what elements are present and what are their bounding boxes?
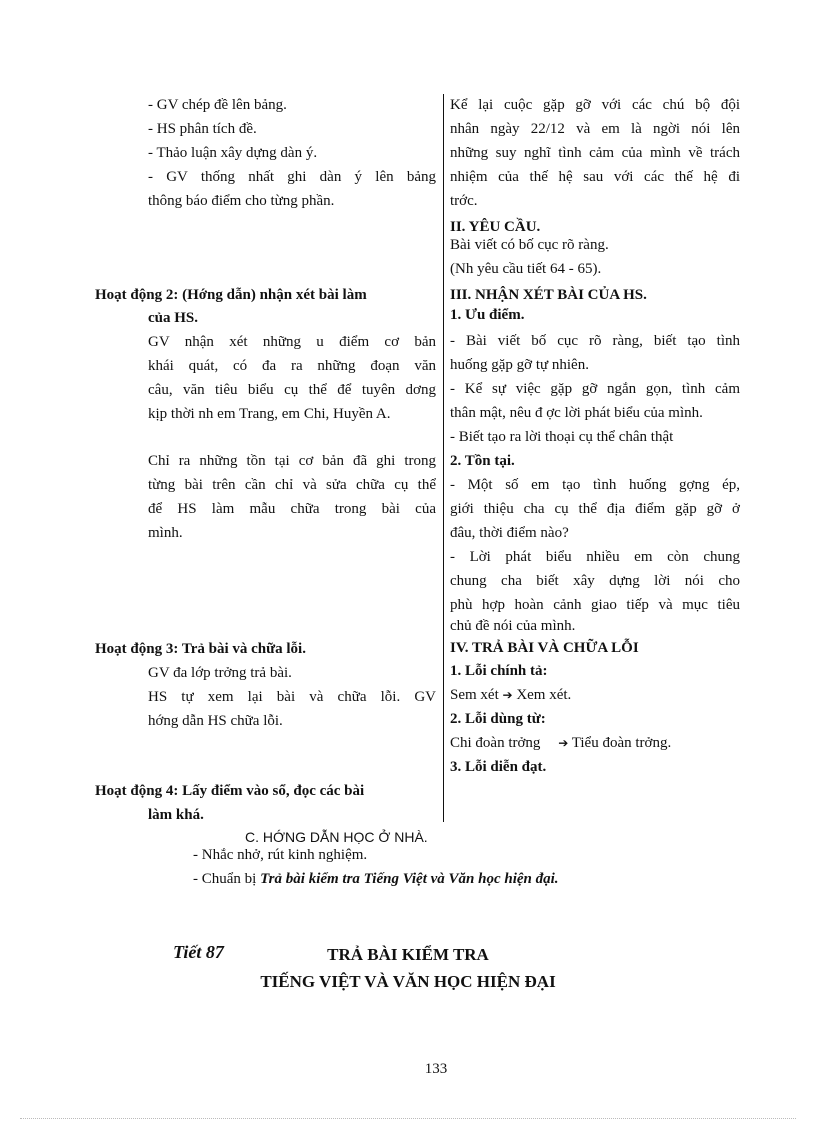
section-2-heading: II. YÊU CẦU.	[450, 219, 541, 235]
topic-line: Kể lại cuộc gặp gỡ với các chú bộ đội	[450, 97, 740, 113]
section-3-sub2: 2. Tồn tại.	[450, 453, 515, 469]
homework-item: - Nhắc nhở, rút kinh nghiệm.	[193, 847, 368, 863]
arrow-right-icon: ➔	[558, 736, 569, 750]
page-number: 133	[424, 1061, 448, 1077]
wrong-word: Sem xét	[450, 687, 499, 703]
activity-3-text: GV đa lớp trởng trả bài.	[148, 665, 292, 681]
activity-2-text: câu, văn tiêu biểu cụ thể để tuyên dơng	[148, 382, 436, 398]
topic-line: những suy nghĩ tình cảm của mình về trách	[450, 145, 740, 161]
lesson-title: TRẢ BÀI KIỂM TRA	[327, 945, 489, 964]
section-3-text: đâu, thời điểm nào?	[450, 525, 569, 541]
activity-2-text: mình.	[148, 525, 183, 541]
topic-line: nhân ngày 22/12 và em là ngời nói lên	[450, 121, 740, 137]
column-divider	[443, 94, 444, 822]
lesson-subtitle: TIẾNG VIỆT VÀ VĂN HỌC HIỆN ĐẠI	[260, 972, 556, 991]
intro-line: thông báo điểm cho từng phần.	[148, 193, 335, 209]
activity-2-title-cont: của HS.	[148, 310, 199, 326]
correct-word: Tiểu đoàn trởng.	[571, 735, 672, 751]
correct-word: Xem xét.	[516, 687, 572, 703]
activity-2-text: khái quát, có đa ra những đoạn văn	[148, 358, 436, 374]
wrong-word: Chi đoàn trởng	[450, 735, 541, 751]
activity-2-text: Chỉ ra những tồn tại cơ bản đã ghi trong	[148, 453, 436, 469]
section-3-text: thân mật, nêu đ ợc lời phát biểu của mình.	[450, 405, 703, 421]
section-3-text: giới thiệu cha cụ thể địa điểm gặp gỡ ở	[450, 501, 740, 517]
intro-line: - Thảo luận xây dựng dàn ý.	[148, 145, 318, 161]
section-2-text: (Nh yêu cầu tiết 64 - 65).	[450, 261, 602, 277]
section-4-sub2: 2. Lỗi dùng từ:	[450, 711, 546, 727]
homework-item	[193, 868, 753, 892]
section-3-sub1: 1. Ưu điểm.	[450, 307, 525, 323]
section-4-heading: IV. TRẢ BÀI VÀ CHỮA LỖI	[450, 640, 639, 656]
activity-2-text: kịp thời nh em Trang, em Chi, Huyền A.	[148, 406, 391, 422]
spelling-fix	[450, 684, 740, 708]
section-3-text: chủ đề nói của mình.	[450, 618, 576, 634]
arrow-right-icon: ➔	[502, 688, 513, 702]
section-3-heading: III. NHẬN XÉT BÀI CỦA HS.	[450, 287, 647, 303]
word-usage-fix	[450, 732, 740, 756]
homework-item-prefix: - Chuẩn bị	[193, 871, 261, 887]
activity-2-text: từng bài trên cần chỉ và sửa chữa cụ thể	[148, 477, 436, 493]
section-3-text: chung cha biết xây dựng lời nói cho	[450, 573, 740, 589]
section-3-text: huống gặp gỡ tự nhiên.	[450, 357, 589, 373]
activity-3-title: Hoạt động 3: Trả bài và chữa lỗi.	[95, 641, 306, 657]
section-3-text: - Một số em tạo tình huống gợng ép,	[450, 477, 740, 493]
section-3-text: - Kể sự việc gặp gỡ ngắn gọn, tình cảm	[450, 381, 740, 397]
intro-line: - HS phân tích đề.	[148, 121, 257, 137]
activity-2-title: Hoạt động 2: (Hớng dẫn) nhận xét bài làm	[95, 287, 367, 303]
section-4-sub1: 1. Lỗi chính tả:	[450, 663, 548, 679]
activity-3-text: HS tự xem lại bài và chữa lỗi. GV	[148, 689, 436, 705]
homework-heading: C. HỚNG DẪN HỌC Ở NHÀ.	[245, 829, 428, 845]
homework-item-title: Trả bài kiểm tra Tiếng Việt và Văn học hiện đại.	[260, 871, 559, 887]
intro-line: - GV chép đề lên bảng.	[148, 97, 287, 113]
activity-2-text: GV nhận xét những u điểm cơ bản	[148, 334, 436, 350]
intro-line: - GV thống nhất ghi dàn ý lên bảng	[148, 169, 436, 185]
section-3-text: - Lời phát biểu nhiều em còn chung	[450, 549, 740, 565]
topic-line: nhiệm của thế hệ sau với các thế hệ đi	[450, 169, 740, 185]
activity-2-text: để HS làm mẫu chữa trong bài của	[148, 501, 436, 517]
activity-4-title-cont: làm khá.	[148, 807, 204, 823]
lesson-label: Tiết 87	[173, 942, 224, 962]
section-3-text: phù hợp hoàn cảnh giao tiếp và mục tiêu	[450, 597, 740, 613]
section-2-text: Bài viết có bố cục rõ ràng.	[450, 237, 609, 253]
activity-3-text: hớng dẫn HS chữa lỗi.	[148, 713, 283, 729]
section-3-text: - Biết tạo ra lời thoại cụ thể chân thật	[450, 429, 674, 445]
page-bottom-rule	[20, 1118, 796, 1119]
section-4-sub3: 3. Lỗi diễn đạt.	[450, 759, 547, 775]
section-3-text: - Bài viết bố cục rõ ràng, biết tạo tình	[450, 333, 740, 349]
topic-line: trớc.	[450, 193, 478, 209]
activity-4-title: Hoạt động 4: Lấy điểm vào sổ, đọc các bài	[95, 783, 365, 799]
